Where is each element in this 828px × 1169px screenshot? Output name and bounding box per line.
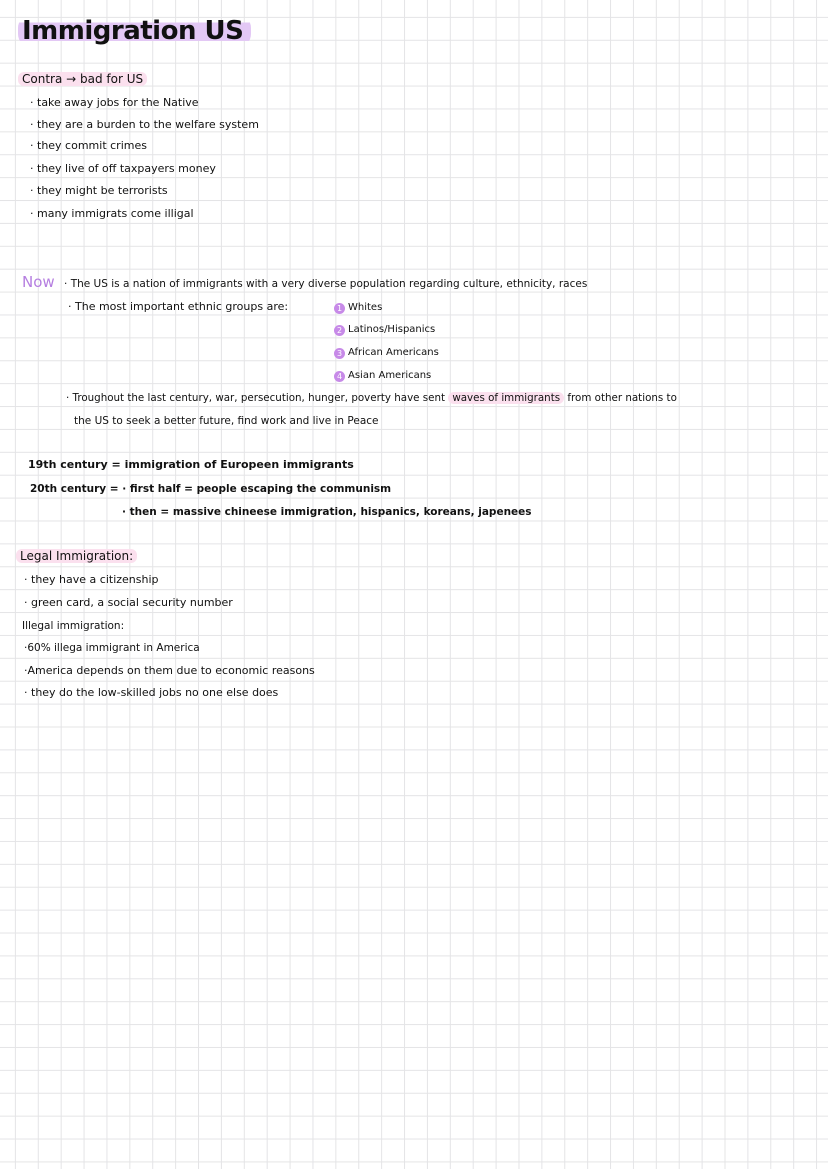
contra-item-text: they are a burden to the welfare system	[37, 118, 259, 131]
contra-item-text: they live of off taxpayers money	[37, 162, 216, 175]
ethnic-group-name: Whites	[348, 302, 383, 313]
ethnic-group	[334, 322, 435, 338]
ethnic-group	[334, 368, 431, 384]
contra-item-text: they commit crimes	[37, 139, 147, 152]
illegal-heading: Illegal immigration:	[22, 620, 125, 632]
century-19: 19th century = immigration of Europeen immigrants	[28, 458, 354, 471]
contra-item: · take away jobs for the Native	[30, 96, 199, 109]
now-line-3-text: Troughout the last century, war, persecution, hunger, poverty have sent	[72, 392, 446, 404]
legal-item: · they have a citizenship	[24, 573, 159, 586]
now-line-2: · The most important ethnic groups are:	[68, 300, 289, 313]
contra-item: · many immigrats come illigal	[30, 207, 194, 220]
number-badge-icon: 3	[334, 348, 345, 359]
century-20: 20th century = · first half = people escaping the communism	[30, 483, 392, 495]
ethnic-group-name: Asian Americans	[348, 370, 432, 381]
number-badge-icon: 2	[334, 325, 345, 336]
legal-heading-text: Legal Immigration:	[16, 549, 137, 563]
now-line-3: · Troughout the last century, war, persecution, hunger, poverty have sent waves of immigrants from other nations to	[66, 392, 677, 404]
contra-item: · they might be terrorists	[30, 184, 168, 197]
century-20-then: · then = massive chineese immigration, hispanics, koreans, japenees	[122, 506, 532, 518]
illegal-item: · they do the low-skilled jobs no one else does	[24, 686, 279, 699]
contra-item-text: they might be terrorists	[37, 184, 168, 197]
contra-item: · they commit crimes	[30, 139, 147, 152]
contra-item-text: take away jobs for the Native	[37, 96, 199, 109]
number-badge-icon: 4	[334, 371, 345, 382]
contra-item-text: many immigrats come illigal	[37, 207, 194, 220]
ethnic-group-name: Latinos/Hispanics	[348, 324, 436, 335]
page-title: Immigration US	[18, 14, 251, 48]
ethnic-group-name: African Americans	[348, 347, 439, 358]
legal-item-text: green card, a social security number	[31, 596, 233, 609]
illegal-item-text: they do the low-skilled jobs no one else does	[31, 686, 279, 699]
illegal-item: ·60% illega immigrant in America	[24, 642, 200, 654]
now-line-4: the US to seek a better future, find work and live in Peace	[74, 415, 379, 427]
century-20-then-text: then = massive chineese immigration, hispanics, koreans, japenees	[129, 506, 532, 518]
contra-heading	[18, 71, 147, 87]
century-20-label: 20th century =	[30, 483, 119, 495]
illegal-item: ·America depends on them due to economic reasons	[24, 664, 315, 677]
number-badge-icon: 1	[334, 303, 345, 314]
contra-heading-text: Contra → bad for US	[18, 72, 147, 86]
now-line-1-text: The US is a nation of immigrants with a very diverse population regarding culture, ethnicity, races	[70, 278, 588, 290]
now-line-1: · The US is a nation of immigrants with a very diverse population regarding culture, ethnicity, races	[64, 278, 588, 290]
now-line-2-text: The most important ethnic groups are:	[75, 300, 289, 313]
now-line-3-end: from other nations to	[567, 392, 677, 404]
ethnic-group	[334, 300, 382, 316]
legal-item-text: they have a citizenship	[31, 573, 159, 586]
contra-item: · they are a burden to the welfare system	[30, 118, 259, 131]
illegal-item-text: 60% illega immigrant in America	[27, 642, 200, 654]
highlighted-phrase: waves of immigrants	[448, 392, 564, 404]
legal-heading	[16, 548, 137, 564]
now-label: Now	[22, 273, 55, 291]
contra-item: · they live of off taxpayers money	[30, 162, 216, 175]
ethnic-group	[334, 345, 439, 361]
century-20-first-half: first half = people escaping the communism	[129, 483, 392, 495]
legal-item: · green card, a social security number	[24, 596, 233, 609]
illegal-item-text: America depends on them due to economic reasons	[27, 664, 315, 677]
